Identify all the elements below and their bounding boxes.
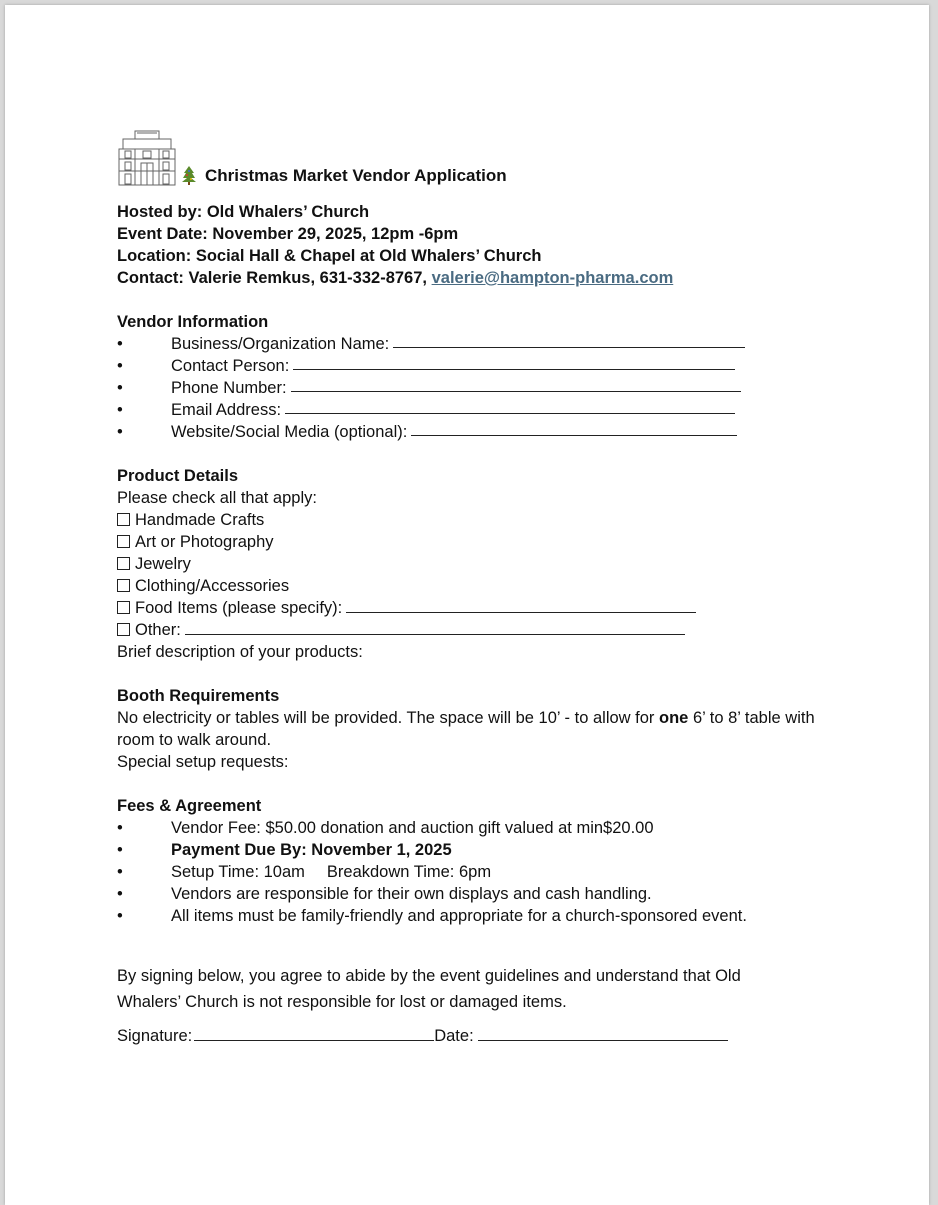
option-label: Other: (135, 621, 181, 639)
checkbox[interactable] (117, 535, 130, 548)
field-label: Email Address: (171, 401, 282, 419)
signature-line[interactable] (194, 1026, 434, 1041)
vendor-info-heading: Vendor Information (117, 313, 269, 331)
fee-family-friendly: • All items must be family-friendly and appropriate for a church-sponsored event. (117, 907, 747, 925)
fee-responsibility: • Vendors are responsible for their own displays and cash handling. (117, 885, 652, 903)
field-label: Business/Organization Name: (171, 335, 390, 353)
option-label: Handmade Crafts (135, 511, 265, 529)
fees-heading: Fees & Agreement (117, 797, 262, 815)
phone-number-line[interactable] (291, 377, 741, 392)
product-description-label: Brief description of your products: (117, 643, 363, 661)
booth-heading: Booth Requirements (117, 687, 280, 705)
field-label: Website/Social Media (optional): (171, 423, 408, 441)
payment-due-text: Payment Due By: November 1, 2025 (171, 841, 452, 859)
website-line[interactable] (411, 421, 737, 436)
option-jewelry (117, 553, 837, 575)
location: Location: Social Hall & Chapel at Old Whalers’ Church (117, 247, 542, 265)
vendor-field-website: • Website/Social Media (optional): (117, 421, 837, 443)
contact-info: Contact: Valerie Remkus, 631-332-8767, (117, 269, 427, 287)
fee-payment-due: • Payment Due By: November 1, 2025 (117, 841, 452, 859)
event-date: Event Date: November 29, 2025, 12pm -6pm (117, 225, 459, 243)
title-row (117, 117, 837, 187)
booth-text-part: No electricity or tables will be provided. The space will be 10’ - to allow for (117, 709, 655, 727)
hosted-by: Hosted by: Old Whalers’ Church (117, 203, 370, 221)
option-clothing (117, 575, 837, 597)
vendor-field-business: • Business/Organization Name: (117, 333, 837, 355)
signature-label: Signature: (117, 1027, 193, 1045)
contact-email-link[interactable]: valerie@hampton-pharma.com (431, 269, 674, 287)
form-content (117, 117, 837, 1047)
fee-text: Vendors are responsible for their own displays and cash handling. (171, 885, 652, 903)
checkbox[interactable] (117, 513, 130, 526)
fee-times: • Setup Time: 10am Breakdown Time: 6pm (117, 863, 492, 881)
vendor-field-email: • Email Address: (117, 399, 837, 421)
checkbox[interactable] (117, 579, 130, 592)
form-title: Christmas Market Vendor Application (205, 166, 507, 185)
vendor-field-contact: • Contact Person: (117, 355, 837, 377)
document-page (5, 5, 929, 1205)
booth-text-emphasis: one (659, 709, 689, 727)
contact-line (117, 267, 837, 289)
agreement-text: By signing below, you agree to abide by the event guidelines and understand that Old Whalers’ Church is not responsible for lost or damaged items. (117, 967, 741, 1011)
breakdown-time-text: Breakdown Time: 6pm (326, 863, 492, 881)
product-details-heading: Product Details (117, 467, 239, 485)
fee-text: All items must be family-friendly and appropriate for a church-sponsored event. (171, 907, 747, 925)
business-name-line[interactable] (393, 333, 745, 348)
setup-time-text: Setup Time: 10am (171, 863, 305, 881)
option-label: Clothing/Accessories (135, 577, 290, 595)
option-label: Food Items (please specify): (135, 599, 343, 617)
signature-row (117, 1025, 837, 1047)
church-building-logo (117, 129, 177, 187)
booth-text-part: 6’ to 8’ table with room to walk around. (117, 709, 815, 749)
other-specify-line[interactable] (185, 620, 685, 635)
booth-text (117, 707, 837, 751)
date-line[interactable] (478, 1026, 728, 1041)
special-setup-label: Special setup requests: (117, 753, 289, 771)
field-label: Contact Person: (171, 357, 290, 375)
checkbox[interactable] (117, 623, 130, 636)
checkbox[interactable] (117, 557, 130, 570)
field-label: Phone Number: (171, 379, 287, 397)
christmas-tree-icon (181, 165, 197, 185)
option-label: Art or Photography (135, 533, 274, 551)
fee-text: Vendor Fee: $50.00 donation and auction gift valued at min$20.00 (171, 819, 654, 837)
vendor-field-phone: • Phone Number: (117, 377, 837, 399)
option-food (117, 597, 837, 619)
option-label: Jewelry (135, 555, 191, 573)
date-label: Date: (434, 1027, 474, 1045)
checkbox[interactable] (117, 601, 130, 614)
food-specify-line[interactable] (346, 598, 696, 613)
product-instruction: Please check all that apply: (117, 489, 317, 507)
contact-person-line[interactable] (293, 355, 735, 370)
option-handmade (117, 509, 837, 531)
option-other (117, 619, 837, 641)
fee-vendor-fee: • Vendor Fee: $50.00 donation and auction gift valued at min$20.00 (117, 819, 654, 837)
option-art (117, 531, 837, 553)
email-address-line[interactable] (285, 399, 735, 414)
